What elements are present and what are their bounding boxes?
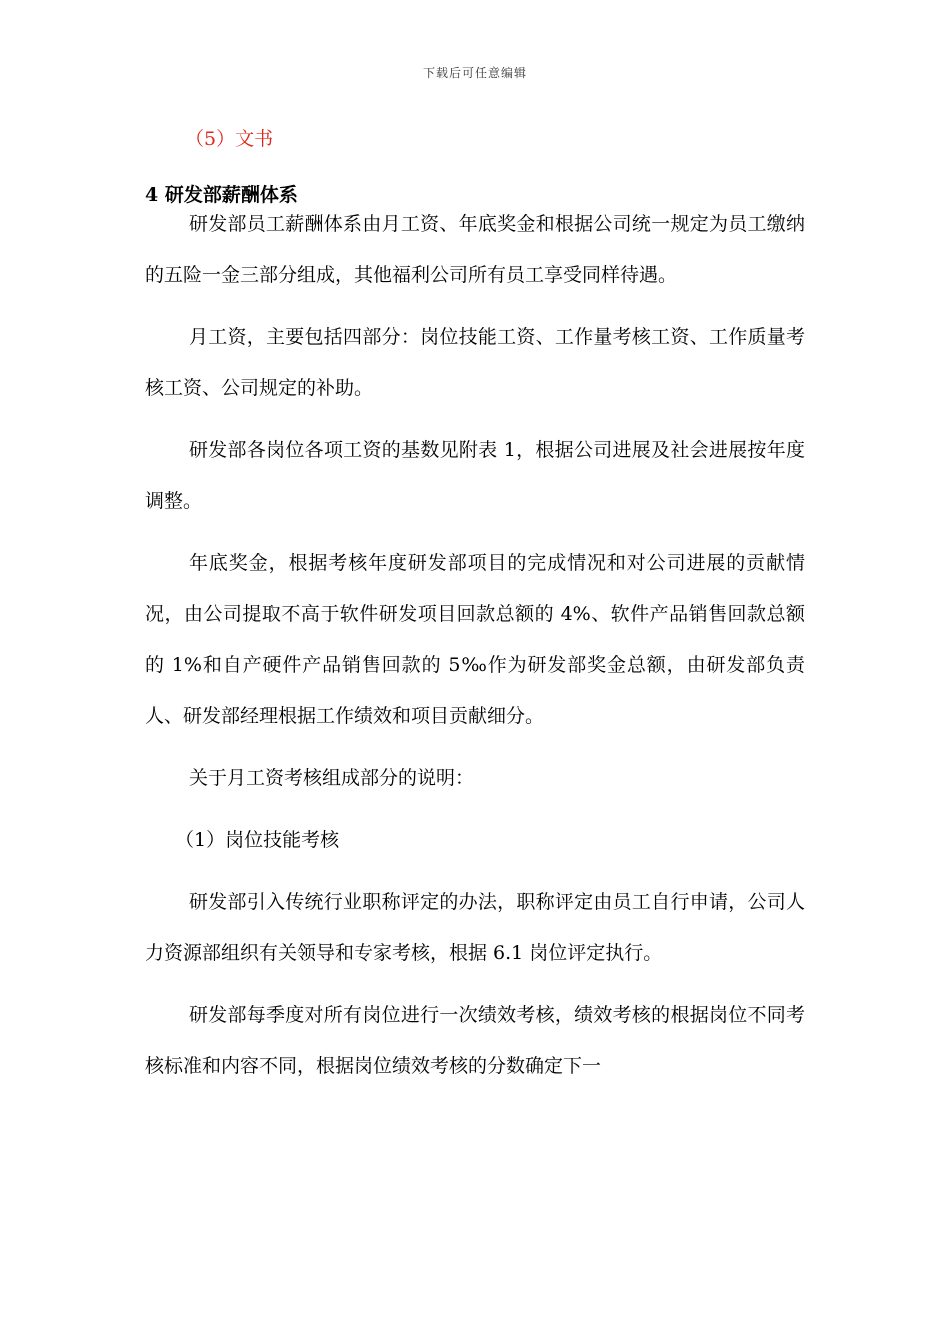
paragraph: 关于月工资考核组成部分的说明：: [189, 767, 475, 789]
paragraph: 年底奖金，根据考核年度研发部项目的完成情况和对公司进展的贡献情况，由公司提取不高于软件研发项目回款总额的 4%、软件产品销售回款总额的 1%和自产硬件产品销售回款的 5‰作为研发部奖金总额，由研发部负责人、研发部经理根据工作绩效和项目贡献细分。: [145, 552, 805, 727]
paragraph: 研发部引入传统行业职称评定的办法，职称评定由员工自行申请，公司人力资源部组织有关领导和专家考核，根据 6.1 岗位评定执行。: [145, 891, 805, 964]
paragraph: 研发部各岗位各项工资的基数见附表 1，根据公司进展及社会进展按年度调整。: [145, 439, 805, 512]
subsection-heading-documents: （5）文书: [185, 128, 274, 150]
sub-heading: （1）岗位技能考核: [175, 829, 340, 851]
section-heading: 4 研发部薪酬体系: [145, 184, 298, 206]
paragraph: 研发部员工薪酬体系由月工资、年底奖金和根据公司统一规定为员工缴纳的五险一金三部分组成，其他福利公司所有员工享受同样待遇。: [145, 213, 805, 286]
body-text: [145, 199, 805, 1103]
paragraph: 研发部每季度对所有岗位进行一次绩效考核，绩效考核的根据岗位不同考核标准和内容不同，根据岗位绩效考核的分数确定下一: [145, 1004, 805, 1077]
header-watermark: 下载后可任意编辑: [422, 66, 527, 80]
paragraph: 月工资，主要包括四部分：岗位技能工资、工作量考核工资、工作质量考核工资、公司规定的补助。: [145, 326, 805, 399]
